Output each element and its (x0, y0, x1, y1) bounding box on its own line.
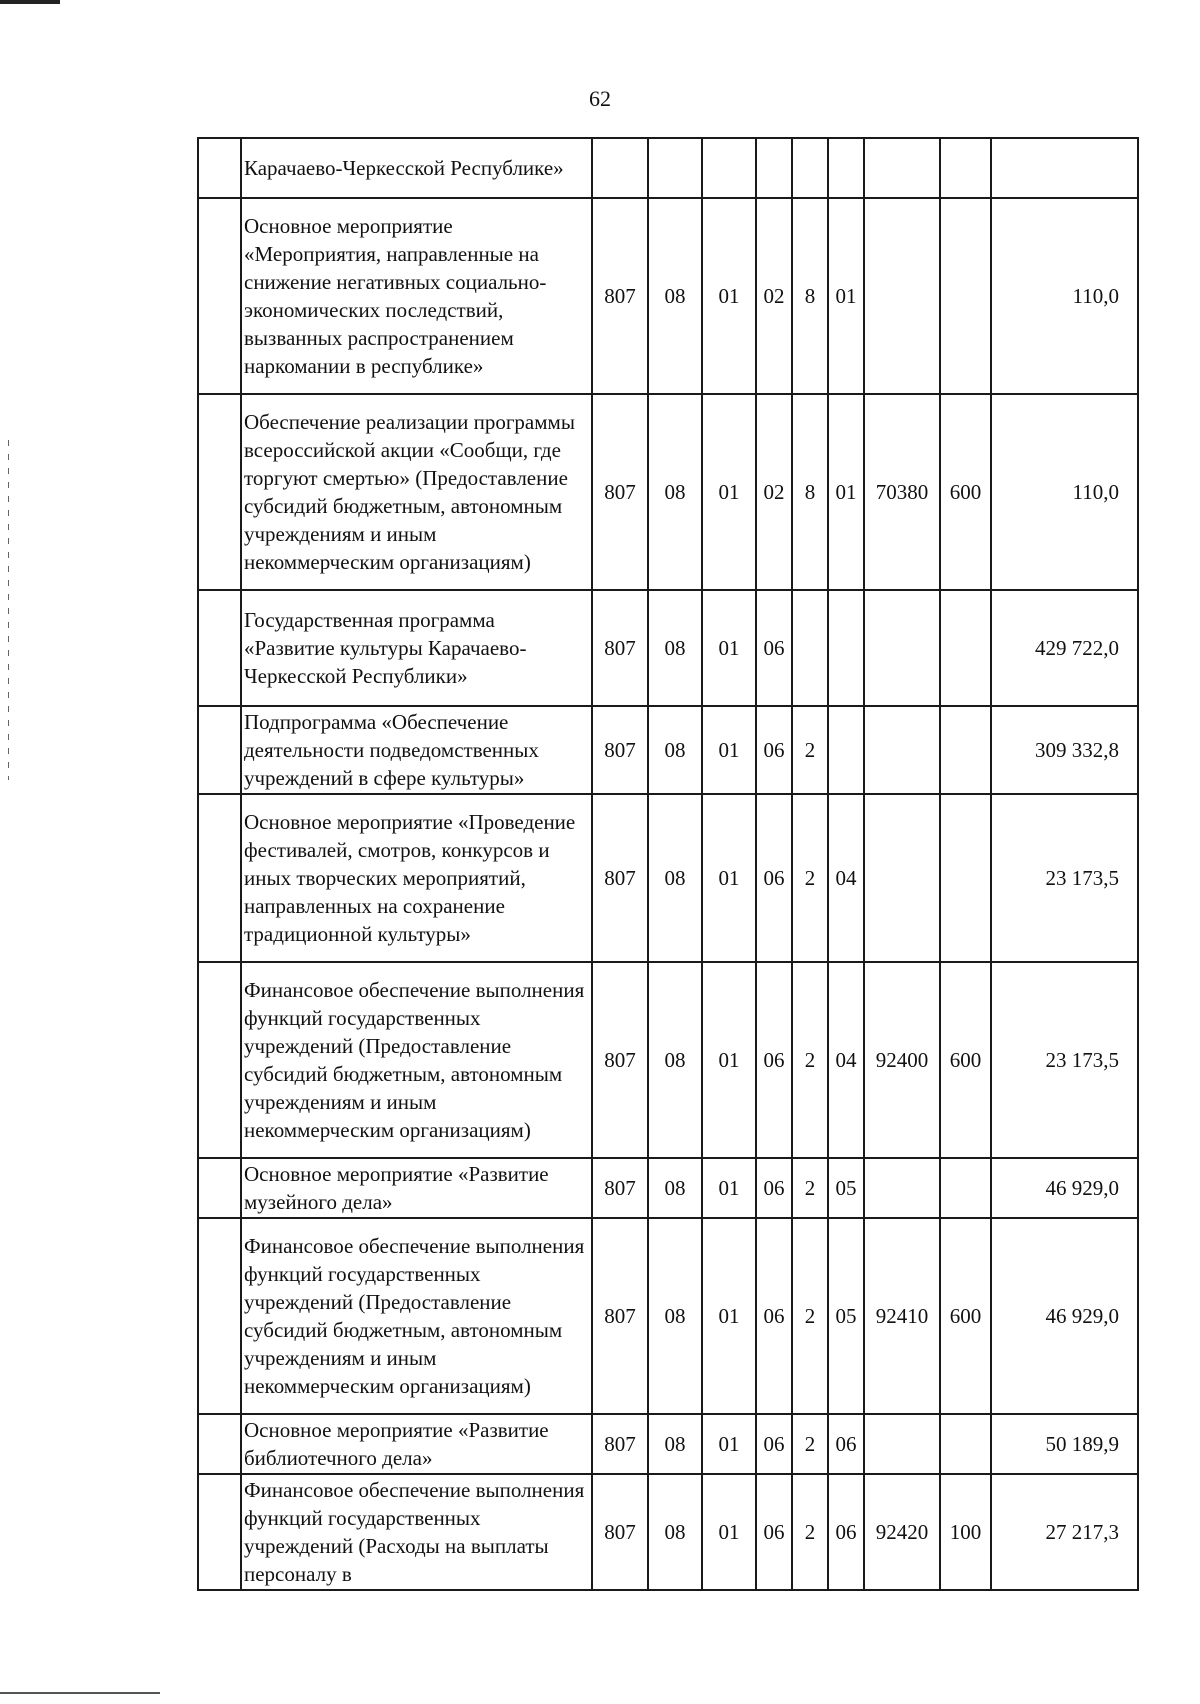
table-cell-sum: 23 173,5 (991, 962, 1138, 1158)
table-cell-pr: 01 (702, 198, 756, 394)
table-cell-sum: 309 332,8 (991, 706, 1138, 794)
table-cell-expense-type (940, 794, 991, 962)
table-cell-name: Финансовое обеспечение выполнения функций государственных учреждений (Предоставление субсидий бюджетным, автономным учреждениям и иным некоммерческим организациям) (241, 962, 592, 1158)
table-cell-event: 05 (828, 1218, 864, 1414)
table-cell-sum: 429 722,0 (991, 590, 1138, 706)
table-cell-name: Карачаево-Черкесской Республике» (241, 138, 592, 198)
table-row (198, 198, 1138, 394)
table-cell-blank (198, 590, 241, 706)
table-cell-name: Основное мероприятие «Мероприятия, направленные на снижение негативных социально-экономических последствий, вызванных распространением наркомании в республике» (241, 198, 592, 394)
table-cell-subprog: 8 (792, 394, 828, 590)
table-cell-sum: 110,0 (991, 198, 1138, 394)
table-cell-pr: 01 (702, 1414, 756, 1474)
table-cell-subprog: 2 (792, 1158, 828, 1218)
table-cell-event (828, 590, 864, 706)
table-cell-pr: 01 (702, 1474, 756, 1590)
table-cell-expense-type: 600 (940, 962, 991, 1158)
table-cell-prog (756, 138, 792, 198)
table-cell-subprog: 2 (792, 1474, 828, 1590)
table-cell-event (828, 706, 864, 794)
table-cell-prog: 06 (756, 1414, 792, 1474)
table-cell-prog: 06 (756, 962, 792, 1158)
table-cell-gr: 807 (592, 1158, 648, 1218)
table-cell-subprog (792, 590, 828, 706)
table-cell-event: 01 (828, 394, 864, 590)
table-cell-expense-type: 600 (940, 1218, 991, 1414)
table-cell-blank (198, 1474, 241, 1590)
table-cell-name: Обеспечение реализации программы всероссийской акции «Сообщи, где торгуют смертью» (Предоставление субсидий бюджетным, автономным учреждениям и иным некоммерческим организациям) (241, 394, 592, 590)
table-cell-direction (864, 1158, 940, 1218)
table-cell-name: Основное мероприятие «Проведение фестивалей, смотров, конкурсов и иных творческих мероприятий, направленных на сохранение традиционной культуры» (241, 794, 592, 962)
table-cell-event: 01 (828, 198, 864, 394)
table-cell-rz: 08 (648, 794, 702, 962)
table-cell-gr: 807 (592, 590, 648, 706)
table-cell-name: Государственная программа «Развитие культуры Карачаево-Черкесской Республики» (241, 590, 592, 706)
table-cell-gr: 807 (592, 1414, 648, 1474)
table-cell-rz: 08 (648, 1414, 702, 1474)
table-cell-prog: 06 (756, 1218, 792, 1414)
table-cell-pr: 01 (702, 794, 756, 962)
table-cell-gr: 807 (592, 198, 648, 394)
table-row (198, 1414, 1138, 1474)
table-cell-name: Основное мероприятие «Развитие музейного дела» (241, 1158, 592, 1218)
table-cell-prog: 06 (756, 590, 792, 706)
table-cell-prog: 06 (756, 794, 792, 962)
table-cell-blank (198, 1158, 241, 1218)
table-cell-rz: 08 (648, 198, 702, 394)
table-cell-event: 06 (828, 1414, 864, 1474)
table-cell-direction (864, 1414, 940, 1474)
table-cell-sum: 110,0 (991, 394, 1138, 590)
table-cell-expense-type (940, 590, 991, 706)
table-row (198, 394, 1138, 590)
table-cell-direction: 92420 (864, 1474, 940, 1590)
table-cell-subprog: 2 (792, 1414, 828, 1474)
table-cell-blank (198, 962, 241, 1158)
table-cell-subprog (792, 138, 828, 198)
table-cell-event: 04 (828, 794, 864, 962)
table-cell-blank (198, 394, 241, 590)
table-cell-prog: 02 (756, 394, 792, 590)
table-cell-sum: 46 929,0 (991, 1158, 1138, 1218)
table-cell-direction (864, 706, 940, 794)
table-cell-subprog: 2 (792, 794, 828, 962)
table-cell-pr: 01 (702, 590, 756, 706)
table-cell-name: Основное мероприятие «Развитие библиотечного дела» (241, 1414, 592, 1474)
table-cell-direction (864, 794, 940, 962)
table-row (198, 138, 1138, 198)
table-cell-rz: 08 (648, 394, 702, 590)
table-cell-pr (702, 138, 756, 198)
table-cell-pr: 01 (702, 1218, 756, 1414)
table-cell-pr: 01 (702, 1158, 756, 1218)
table-cell-subprog: 2 (792, 962, 828, 1158)
table-cell-gr (592, 138, 648, 198)
table-cell-direction (864, 590, 940, 706)
table-cell-rz: 08 (648, 1474, 702, 1590)
table-cell-blank (198, 706, 241, 794)
table-cell-direction: 70380 (864, 394, 940, 590)
table-row (198, 1218, 1138, 1414)
table-cell-prog: 06 (756, 1158, 792, 1218)
table-cell-blank (198, 198, 241, 394)
table-cell-expense-type (940, 706, 991, 794)
table-cell-name: Финансовое обеспечение выполнения функций государственных учреждений (Предоставление субсидий бюджетным, автономным учреждениям и иным некоммерческим организациям) (241, 1218, 592, 1414)
table-cell-rz: 08 (648, 1158, 702, 1218)
table-cell-gr: 807 (592, 794, 648, 962)
table-cell-sum: 50 189,9 (991, 1414, 1138, 1474)
table-row (198, 706, 1138, 794)
table-cell-blank (198, 138, 241, 198)
table-cell-blank (198, 1414, 241, 1474)
table-cell-gr: 807 (592, 962, 648, 1158)
table-cell-event: 05 (828, 1158, 864, 1218)
table-row (198, 1474, 1138, 1590)
table-cell-expense-type: 100 (940, 1474, 991, 1590)
table-cell-event: 04 (828, 962, 864, 1158)
table-cell-sum: 23 173,5 (991, 794, 1138, 962)
table-cell-event: 06 (828, 1474, 864, 1590)
page-number: 62 (589, 86, 611, 111)
scan-artifact-left-dashes (8, 440, 9, 780)
table-cell-prog: 06 (756, 706, 792, 794)
table-cell-name: Финансовое обеспечение выполнения функций государственных учреждений (Расходы на выплаты персоналу в (241, 1474, 592, 1590)
scan-artifact-top-left (0, 0, 60, 4)
table-cell-subprog: 2 (792, 1218, 828, 1414)
table-cell-prog: 06 (756, 1474, 792, 1590)
table-cell-gr: 807 (592, 1218, 648, 1414)
budget-table (197, 137, 1139, 1591)
table-cell-direction (864, 198, 940, 394)
table-cell-name: Подпрограмма «Обеспечение деятельности подведомственных учреждений в сфере культуры» (241, 706, 592, 794)
table-cell-expense-type (940, 1414, 991, 1474)
table-cell-direction: 92410 (864, 1218, 940, 1414)
table-cell-rz: 08 (648, 1218, 702, 1414)
table-cell-gr: 807 (592, 706, 648, 794)
table-cell-rz: 08 (648, 590, 702, 706)
table-cell-event (828, 138, 864, 198)
table-cell-sum: 46 929,0 (991, 1218, 1138, 1414)
table-row (198, 1158, 1138, 1218)
table-cell-direction: 92400 (864, 962, 940, 1158)
table-row (198, 794, 1138, 962)
table-row (198, 590, 1138, 706)
table-cell-gr: 807 (592, 394, 648, 590)
table-cell-sum (991, 138, 1138, 198)
table-row (198, 962, 1138, 1158)
table-cell-gr: 807 (592, 1474, 648, 1590)
table-cell-rz (648, 138, 702, 198)
table-cell-pr: 01 (702, 394, 756, 590)
table-cell-rz: 08 (648, 962, 702, 1158)
table-body (198, 138, 1138, 1590)
table-cell-rz: 08 (648, 706, 702, 794)
table-cell-subprog: 2 (792, 706, 828, 794)
table-cell-expense-type (940, 138, 991, 198)
table-cell-blank (198, 1218, 241, 1414)
table-cell-sum: 27 217,3 (991, 1474, 1138, 1590)
table-cell-pr: 01 (702, 706, 756, 794)
scan-artifact-bottom-left (0, 1692, 160, 1694)
table-cell-direction (864, 138, 940, 198)
table-cell-prog: 02 (756, 198, 792, 394)
table-cell-subprog: 8 (792, 198, 828, 394)
table-cell-pr: 01 (702, 962, 756, 1158)
table-cell-expense-type (940, 1158, 991, 1218)
table-cell-expense-type: 600 (940, 394, 991, 590)
table-cell-expense-type (940, 198, 991, 394)
table-cell-blank (198, 794, 241, 962)
